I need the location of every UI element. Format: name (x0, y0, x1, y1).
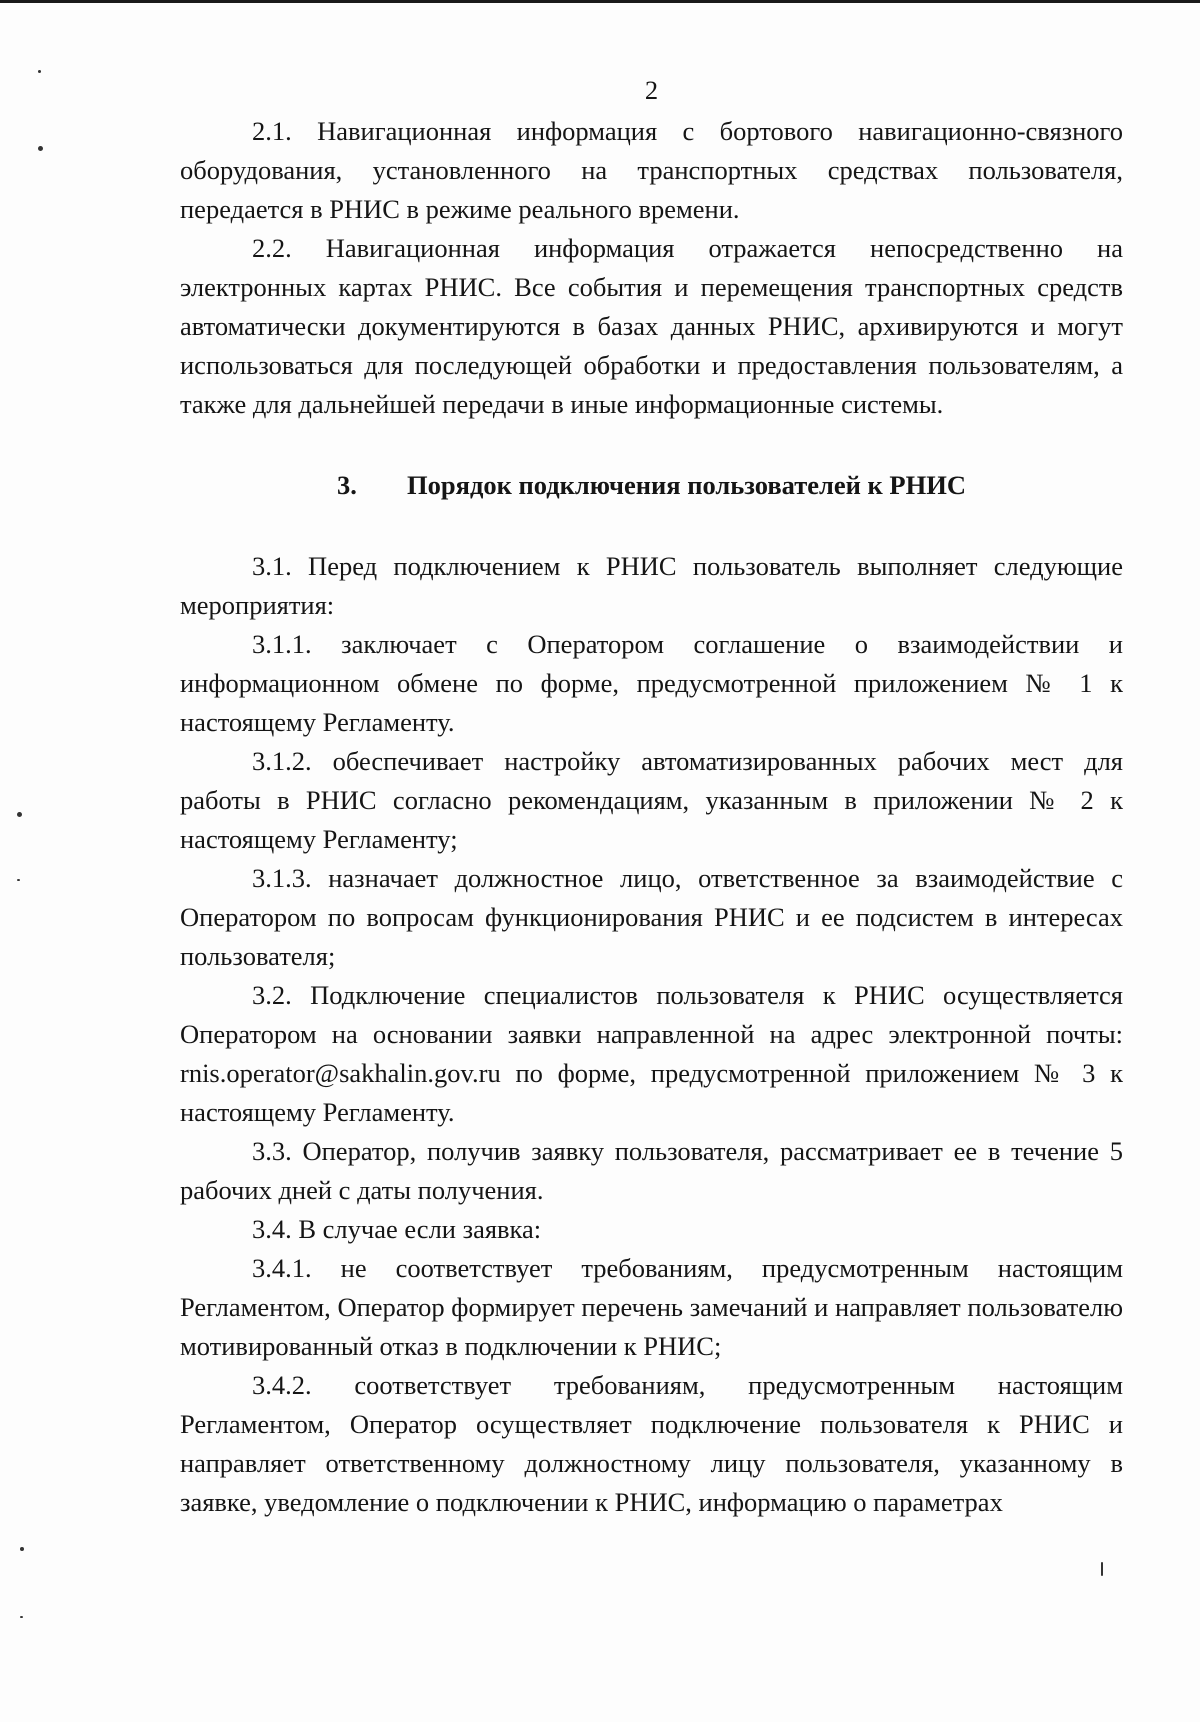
paragraph-3-1-1: 3.1.1. заключает с Оператором соглашение о взаимодействии и информационном обмене по форме, предусмотренной приложением № 1 к настоящему Регламенту. (180, 629, 1123, 737)
scan-speck (38, 146, 43, 151)
scan-speck (17, 812, 22, 817)
paragraph-2-1: 2.1. Навигационная информация с бортового навигационно-связного оборудования, установленного на транспортных средствах пользователя, передается в РНИС в режиме реального времени. (180, 116, 1123, 224)
scan-speck (38, 70, 41, 73)
section-title: Порядок подключения пользователей к РНИС (407, 470, 966, 500)
scan-speck (20, 1547, 24, 1551)
document-body (180, 70, 1123, 1522)
section-number: 3. (337, 470, 357, 500)
paragraph-3-4-2: 3.4.2. соответствует требованиям, предусмотренным настоящим Регламентом, Оператор осуществляет подключение пользователя к РНИС и направляет ответственному должностному лицу пользователя, указанному в заявке, уведомление о подключении к РНИС, информацию о параметрах (180, 1370, 1123, 1517)
paragraph-3-3: 3.3. Оператор, получив заявку пользователя, рассматривает ее в течение 5 рабочих дней с даты получения. (180, 1136, 1123, 1205)
scan-speck (1101, 1562, 1103, 1576)
scan-speck (20, 1616, 23, 1618)
page-number: 2 (644, 75, 659, 105)
paragraph-3-2: 3.2. Подключение специалистов пользователя к РНИС осуществляется Оператором на основании заявки направленной на адрес электронной почты: rnis.operator@sakhalin.gov.ru по форме, предусмотренной приложением № 3 к настоящему Регламенту. (180, 980, 1123, 1127)
paragraph-3-1-3: 3.1.3. назначает должностное лицо, ответственное за взаимодействие с Оператором по вопросам функционирования РНИС и ее подсистем в интересах пользователя; (180, 863, 1123, 971)
paragraph-3-1-2: 3.1.2. обеспечивает настройку автоматизированных рабочих мест для работы в РНИС согласно рекомендациям, указанным в приложении № 2 к настоящему Регламенту; (180, 746, 1123, 854)
scan-speck (17, 879, 20, 881)
scan-top-edge (0, 0, 1200, 3)
paragraph-3-4: 3.4. В случае если заявка: (252, 1214, 542, 1244)
paragraph-3-4-1: 3.4.1. не соответствует требованиям, предусмотренным настоящим Регламентом, Оператор формирует перечень замечаний и направляет пользователю мотивированный отказ в подключении к РНИС; (180, 1253, 1123, 1361)
paragraph-3-1: 3.1. Перед подключением к РНИС пользователь выполняет следующие мероприятия: (180, 551, 1123, 620)
section-heading (180, 465, 1123, 505)
paragraph-2-2: 2.2. Навигационная информация отражается непосредственно на электронных картах РНИС. Все события и перемещения транспортных средств автоматически документируются в базах данных РНИС, архивируются и могут использоваться для последующей обработки и предоставления пользователям, а также для дальнейшей передачи в иные информационные системы. (180, 233, 1123, 419)
